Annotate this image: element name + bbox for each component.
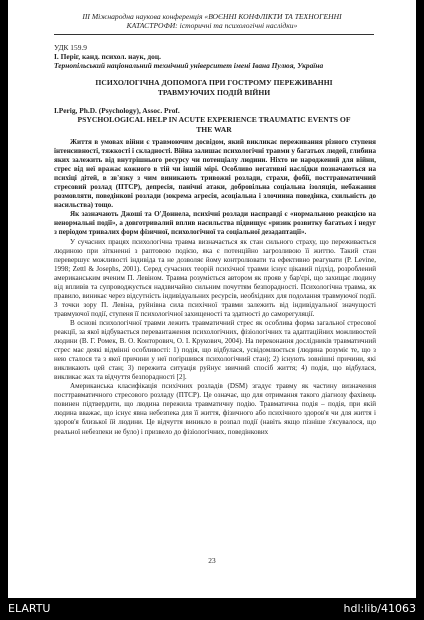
body-paragraph: Американська класифікація психічних розладів (DSM) згадує травму як частину визначення посттравматичного стресового розладу (ПТСР). Це означає, що для отримання такого діагнозу фахівець повинен підтвердити, що людина пережила травматичну подію. Травматична подія – подія, при якій людина вважає, що існує явна небезпека для її життя, фізичного або психічного здоров'я чи для життя і здоров'я близької їй людини. Це відчуття виникло в розпал події (навіть якщо пізніше з'ясувалося, що реальної небезпеки не було) і призвело до фізіологічних, поведінкових: [54, 382, 376, 436]
body-paragraph: У сучасних працях психологічна травма визначається як стан сильного страху, що переживається людиною при зіткненні з раптовою подією, яка є потенційно загрозливою її життю. Такий стан перевершує можливості індивіда та не дозволяє йому контролювати та ефективно реагувати (P. Levine, 1998; Zettl & Josephs, 2001). Серед сучасних теорій психічної травми існує цікавий підхід, розроблений американським вченим П. Левіном. Травма розуміється автором як прояв у бар'єрі, що захищає людину від впливів та супроводжується надзвичайно сильним почуттям безпорадності. Психологічна травма, як правило, виникає через відсутність індивідуальних ресурсів, необхідних для подолання травмуючої події. З точки зору П. Левіна, руйнівна сила психічної травми залежить від індивідуальної значущості травмуючої події, ступеня її психологічної захищеності та здатності до саморегуляції.: [54, 237, 376, 318]
author-line-en: I.Perig, Ph.D. (Psychology), Assoc. Prof.: [54, 106, 180, 115]
repository-footer: [0, 598, 424, 620]
udk-code: УДК 159.9: [54, 43, 87, 52]
title-en-line-2: THE WAR: [196, 125, 232, 134]
affiliation-line: Тернопільський національний технічний університет імені Івана Пулюя, Україна: [54, 61, 324, 70]
body-paragraph: Життя в умовах війни є травмоючим досвідом, який викликає переживання різного ступеня інтенсивності, тяжкості і складності. Війна залишає психологічні травми у багатьох людей, глибина яких залежить від внутрішнього ресурсу чи потенціалу людини. Ніхто не народжений для війни, стрес від неї вражає кожного в тій чи іншій мірі. Особливо негативні наслідки позначаються на психіці дітей, в зв'язку з чим виникають тривожні розлади, страхи, фобії, посттравматичний стресовий розлад (ПТСР), депресія, панічні атаки, добровільна соціальна ізоляція, небажання розмовляти, поведінкові розлади (зокрема агресія, асоціальна і злочинна поведінка, схильність до насильства) тощо.: [54, 138, 376, 210]
repository-name: ELARTU: [8, 602, 51, 615]
handle-id: hdl:lib/41063: [343, 602, 416, 615]
title-line-2: ТРАВМУЮЧИХ ПОДІЙ ВІЙНИ: [157, 88, 271, 97]
body-paragraph: Як зазначають Джоші та О'Доннела, психічні розлади насправді є «нормальною реакцією на ненормальні події», а довготривалий вплив насильства підвищує «ризик розвитку багатьох і недуг з періодом тривалих форм фізичної, психологічної та соціальної дезадаптації».: [54, 210, 376, 237]
title-en-line-1: PSYCHOLOGICAL HELP IN ACUTE EXPERIENCE TRAUMATIC EVENTS OF: [77, 115, 351, 124]
page-number: 23: [208, 556, 216, 565]
title-line-1: ПСИХОЛОГІЧНА ДОПОМОГА ПРИ ГОСТРОМУ ПЕРЕЖИВАННІ: [95, 78, 333, 87]
conference-header: [22, 12, 402, 30]
article-title-en: [54, 115, 374, 135]
header-rule: [54, 34, 374, 35]
article-body: [54, 138, 376, 437]
document-page: [8, 0, 416, 598]
body-paragraph: В основі психологічної травми лежить травматичний стрес як особлива форма загальної стресової реакції, за якої відбувається перевантаження психологічних, фізіологічних та адаптаційних можливостей людини (В. Г. Ромек, В. О. Конторович, О. І. Крукович, 2004). На переконання дослідників травматичний стрес має деякі відмінні особливості: 1) подія, що відбулася, усвідомлюється (людина розуміє те, що з нею сталося та з якої причини у неї погіршився психологічний стан); 2) існують зовнішні причини, які викликають цей стан; 3) пережита ситуація руйнує звичний спосіб життя; 4) подія, що відбулася, викликає жах та відчуття безпорадності [2].: [54, 318, 376, 382]
header-line-2: КАТАСТРОФИ: історичні та психологічні наслідки»: [126, 21, 298, 30]
author-line: І. Періг, канд. психол. наук, доц.: [54, 52, 161, 61]
article-title: [54, 78, 374, 98]
header-line-1: III Міжнародна наукова конференція «ВОЄННІ КОНФЛІКТИ ТА ТЕХНОГЕННІ: [82, 12, 342, 21]
